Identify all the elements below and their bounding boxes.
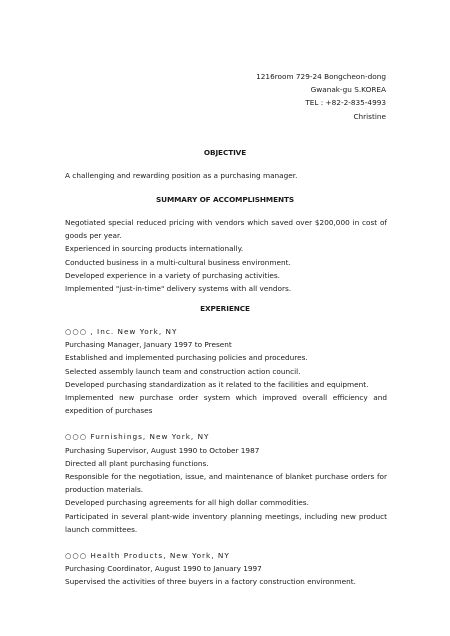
- summary-item: Negotiated special reduced pricing with vendors which saved over $200,000 in cost of goods per year.: [65, 218, 387, 241]
- summary-item: Implemented "just-in-time" delivery systems with all vendors.: [65, 284, 292, 294]
- job-entry: [65, 325, 387, 417]
- job-duty: Developed purchasing agreements for all high dollar commodities.: [65, 498, 309, 508]
- job-duty: Participated in several plant-wide inventory planning meetings, including new product launch committees.: [65, 511, 387, 534]
- experience-section: [65, 325, 387, 589]
- contact-address-block: [256, 70, 386, 123]
- address-line: Gwanak-gu S.KOREA: [310, 85, 386, 95]
- phone-line: TEL : +82-2-835-4993: [305, 98, 386, 108]
- job-duty: Developed purchasing standardization as it related to the facilities and equipment.: [65, 379, 369, 389]
- job-duty: Selected assembly launch team and construction action council.: [65, 366, 301, 376]
- summary-item: Experienced in sourcing products internationally.: [65, 244, 244, 254]
- summary-section: [65, 216, 387, 295]
- name-line: Christine: [353, 111, 386, 121]
- summary-item: Conducted business in a multi-cultural business environment.: [65, 257, 291, 267]
- summary-heading: SUMMARY OF ACCOMPLISHMENTS: [155, 195, 294, 204]
- summary-item: Developed experience in a variety of purchasing activities.: [65, 270, 280, 280]
- objective-heading: OBJECTIVE: [203, 148, 247, 157]
- job-duty: Supervised the activities of three buyers in a factory construction environment.: [65, 577, 356, 587]
- job-duty: Directed all plant purchasing functions.: [65, 458, 209, 468]
- job-entry: [65, 549, 387, 589]
- address-line: 1216room 729-24 Bongcheon-dong: [256, 72, 386, 81]
- job-position: Purchasing Manager, January 1997 to Present: [65, 340, 232, 350]
- objective-text: A challenging and rewarding position as a purchasing manager.: [65, 171, 298, 180]
- job-company: ○○○ , Inc. New York, NY: [65, 327, 178, 336]
- job-company: ○○○ Health Products, New York, NY: [65, 551, 230, 561]
- job-duty: Established and implemented purchasing policies and procedures.: [65, 353, 308, 363]
- job-position: Purchasing Coordinator, August 1990 to January 1997: [65, 564, 262, 574]
- job-entry: [65, 430, 387, 536]
- job-position: Purchasing Supervisor, August 1990 to October 1987: [65, 445, 260, 455]
- job-company: ○○○ Furnishings, New York, NY: [65, 432, 210, 442]
- job-duty: Implemented new purchase order system which improved overall efficiency and expedition of purchases: [65, 393, 387, 416]
- experience-heading: EXPERIENCE: [200, 304, 250, 313]
- objective-section: [65, 169, 387, 182]
- job-duty: Responsible for the negotiation, issue, and maintenance of blanket purchase orders for production materials.: [65, 472, 387, 495]
